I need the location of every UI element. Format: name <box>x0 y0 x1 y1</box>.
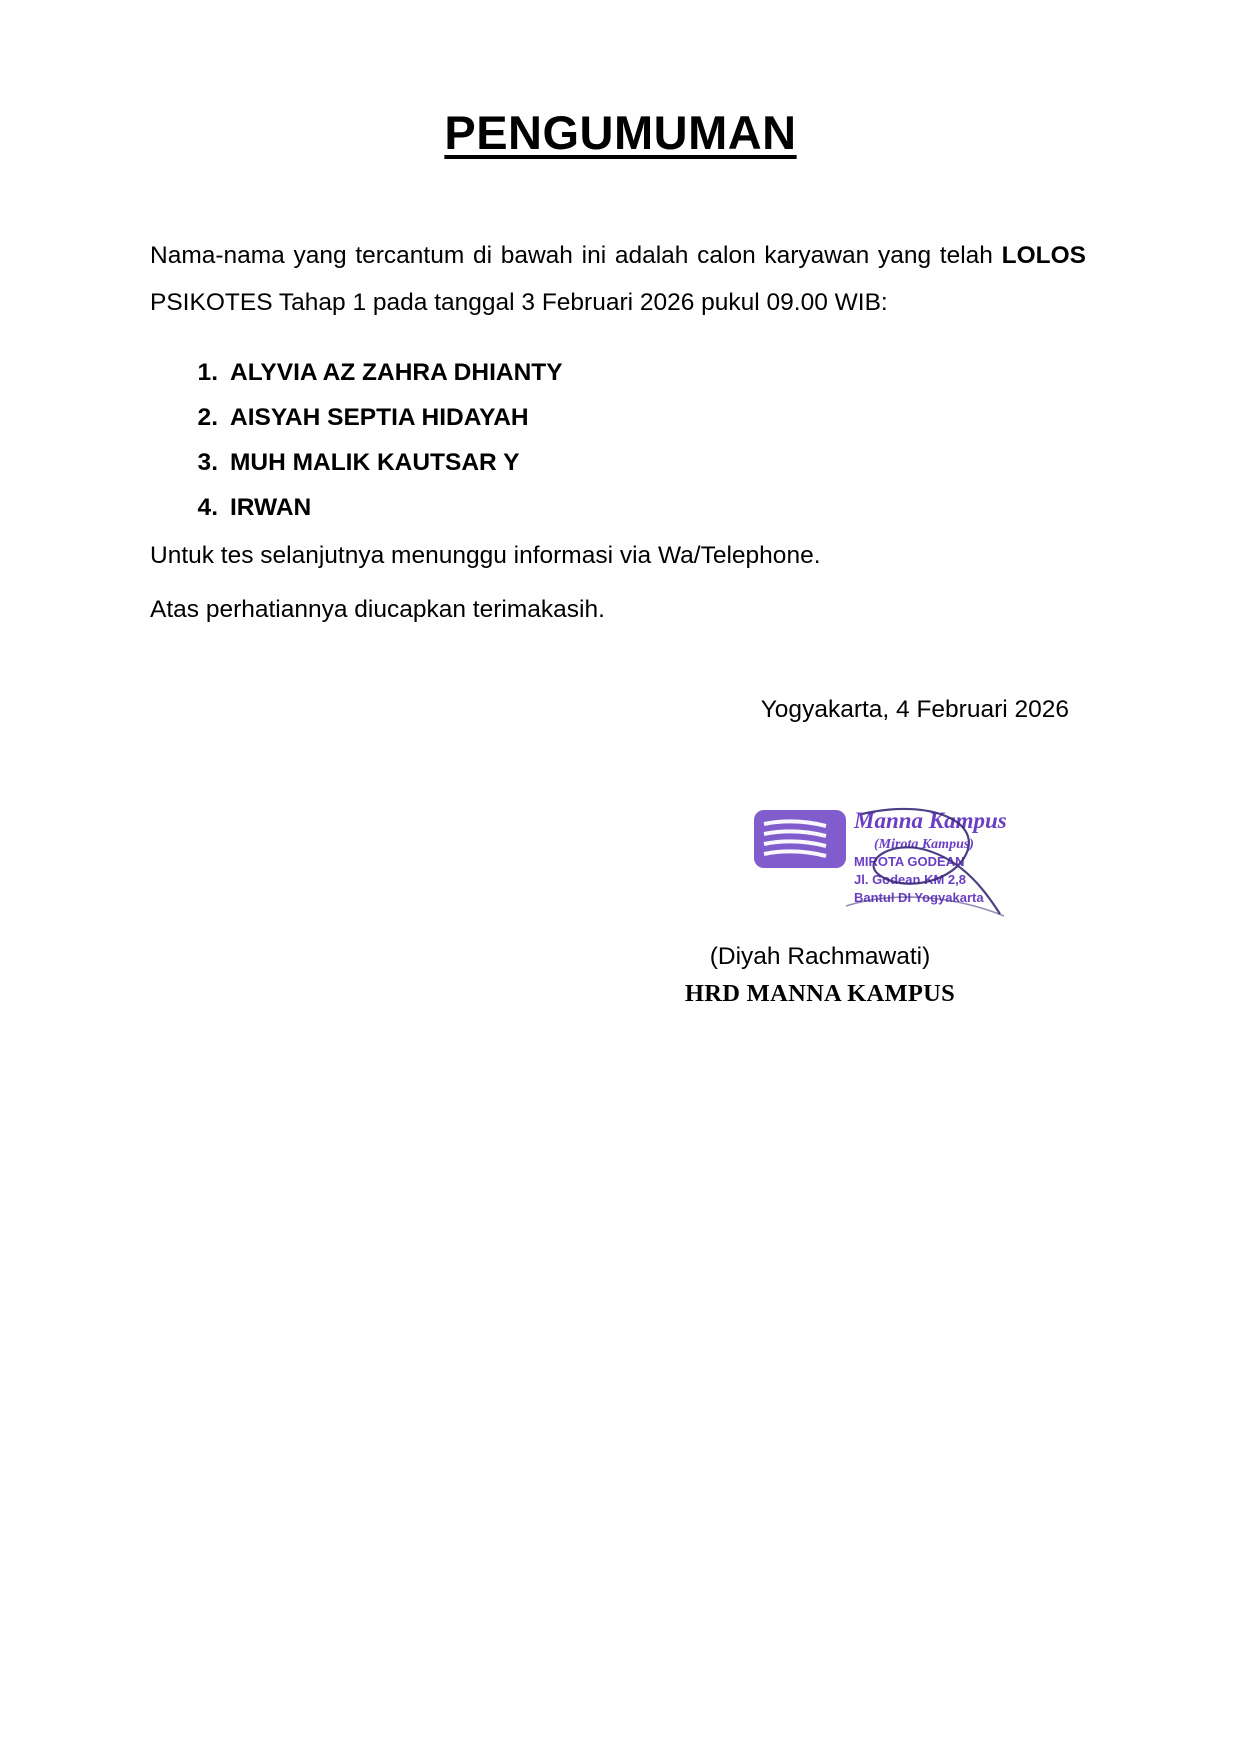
intro-text-before: Nama-nama yang tercantum di bawah ini adalah calon karyawan yang telah <box>150 242 1002 269</box>
intro-paragraph <box>150 232 1091 327</box>
place-and-date: Yogyakarta, 4 Februari 2026 <box>760 695 1069 723</box>
list-item: AISYAH SEPTIA HIDAYAH <box>230 403 529 431</box>
closing-line-1: Untuk tes selanjutnya menunggu informasi via Wa/Telephone. <box>150 542 821 570</box>
svg-text:Manna Kampus: Manna Kampus <box>854 808 1007 834</box>
intro-text-bold: LOLOS <box>1001 242 1086 269</box>
svg-text:Bantul DI Yogyakarta: Bantul DI Yogyakarta <box>854 890 984 906</box>
intro-text-after: PSIKOTES Tahap 1 pada tanggal 3 Februari 2026 pukul 09.00 WIB: <box>150 289 888 317</box>
list-item: ALYVIA AZ ZAHRA DHIANTY <box>230 359 563 387</box>
closing-line-2: Atas perhatiannya diucapkan terimakasih. <box>150 596 605 624</box>
page-title: PENGUMUMAN <box>444 106 797 159</box>
list-item: MUH MALIK KAUTSAR Y <box>230 448 520 476</box>
candidate-name-list <box>150 351 1091 530</box>
company-stamp-icon <box>750 796 1050 916</box>
svg-text:MIROTA GODEAN: MIROTA GODEAN <box>854 854 965 870</box>
signature-block <box>150 748 1091 1008</box>
signer-role: HRD MANNA KAMPUS <box>684 980 956 1008</box>
signer-name: (Diyah Rachmawati) <box>709 943 931 971</box>
svg-text:Jl. Godean KM 2,8: Jl. Godean KM 2,8 <box>854 872 966 888</box>
list-item: IRWAN <box>230 493 312 521</box>
svg-text:(Mirota Kampus): (Mirota Kampus) <box>874 837 974 853</box>
